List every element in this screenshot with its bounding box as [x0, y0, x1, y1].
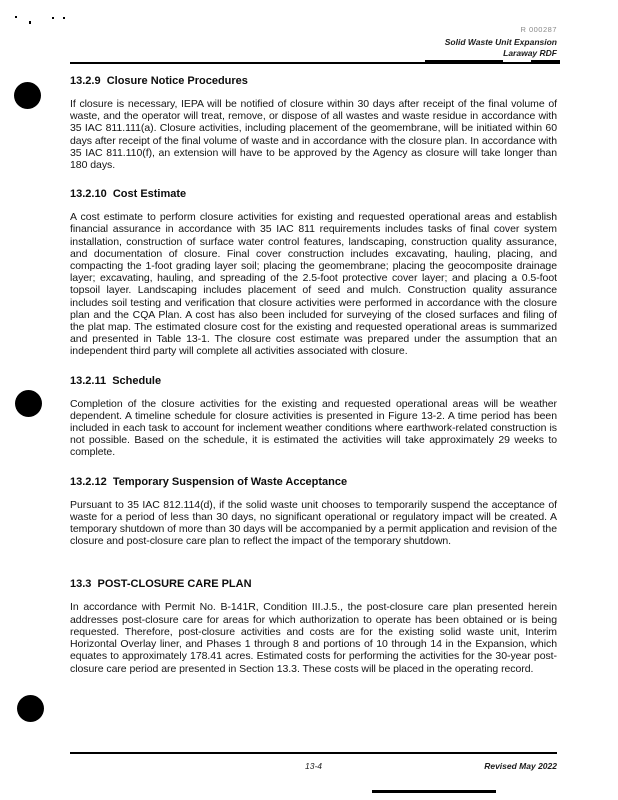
section-heading: 13.2.11 Schedule	[70, 374, 162, 387]
header-title-line2: Laraway RDF	[503, 48, 557, 58]
document-number: R 000287	[520, 25, 557, 34]
scan-speck	[52, 17, 54, 19]
section-temporary-suspension	[70, 475, 557, 548]
section-heading: 13.2.12 Temporary Suspension of Waste Acceptance	[70, 475, 348, 488]
paragraph: A cost estimate to perform closure activities for existing and requested operational areas and establish financial assurance in accordance with 35 IAC 811 requirements includes tasks of final cover system installation, construction of surface water control features, landscaping, construction quality assurance, and documentation of closure. Final cover construction includes excavating, hauling, placing, and compacting the 1-foot grading layer soil; placing the geomembrane; placing the geocomposite drainage layer; excavating, hauling, and spreading of the 2.5-foot protective cover layer; and placing a 0.5-foot topsoil layer. Landscaping includes placement of seed and mulch. Construction quality assurance includes soil testing and verification that closure activities were performed in accordance with the closure plan and the CQA Plan. A cost has also been included for surveying of the closed surfaces and filing of the plat map. The estimated closure cost for the existing and requested operational areas is summarized and presented in Table 13-1. The closure cost estimate was prepared under the assumption that an independent third party will complete all activities associated with closure.	[70, 211, 557, 358]
header-rule-thick-segment	[425, 60, 503, 64]
paragraph: Completion of the closure activities for the existing and requested operational areas will be weather dependent. A timeline schedule for closure activities is presented in Figure 13-2. A time period has been included in each task to account for inclement weather conditions where earthwork-related construction is not possible. Based on the schedule, it is estimated the activities will take approximately 29 weeks to complete.	[70, 397, 557, 459]
page-number: 13-4	[304, 761, 322, 771]
scan-speck	[29, 21, 31, 24]
page-header	[445, 24, 557, 59]
section-schedule	[70, 374, 557, 459]
document-content	[70, 74, 557, 691]
paragraph: Pursuant to 35 IAC 812.114(d), if the solid waste unit chooses to temporarily suspend the acceptance of waste for a period of less than 30 days, no significant operational or regulatory impact will be created. A temporary shutdown of more than 30 days will be accompanied by a permit application and revision of the closure and post-closure care plan to reflect the impact of the temporary shutdown.	[70, 498, 557, 548]
section-cost-estimate	[70, 187, 557, 357]
paragraph: In accordance with Permit No. B-141R, Condition III.J.5., the post-closure care plan presented herein addresses post-closure care for areas for which authorization to operate has been obtained or is being requested. Therefore, post-closure activities and costs are for the existing solid waste unit, Interim Horizontal Overlay liner, and Phases 1 through 8 and portions of 10 through 14 in the Expansion, which equates to approximately 178.41 acres. Estimated costs for performing the activities for the 30-year post-closure care period are presented in Section 13.3. These costs will be placed in the operating record.	[70, 601, 557, 675]
section-heading: 13.3 POST-CLOSURE CARE PLAN	[70, 578, 252, 591]
header-title-line1: Solid Waste Unit Expansion	[444, 37, 557, 47]
section-heading: 13.2.10 Cost Estimate	[70, 188, 187, 201]
scan-speck	[15, 16, 17, 18]
footer-rule	[70, 752, 557, 754]
hole-punch-mark	[15, 390, 42, 417]
scan-speck	[63, 17, 65, 19]
header-rule-thick-segment	[531, 60, 560, 64]
hole-punch-mark	[17, 695, 44, 722]
scan-artifact-line	[372, 790, 496, 793]
paragraph: If closure is necessary, IEPA will be notified of closure within 30 days after receipt of the final volume of waste, and the operator will treat, remove, or dispose of all wastes and waste residue in accordance with 35 IAC 811.111(a). Closure activities, including placement of the geomembrane, will be initiated within 60 days after receipt of the final volume of waste and in accordance with the closure plan. In accordance with 35 IAC 811.110(f), an extension will have to be approved by the Agency as closure will take longer than 180 days.	[70, 98, 557, 172]
section-post-closure-care-plan	[70, 577, 557, 674]
revision-date: Revised May 2022	[484, 761, 557, 771]
hole-punch-mark	[14, 82, 41, 109]
section-heading: 13.2.9 Closure Notice Procedures	[70, 75, 248, 87]
section-closure-notice-procedures	[70, 74, 557, 171]
